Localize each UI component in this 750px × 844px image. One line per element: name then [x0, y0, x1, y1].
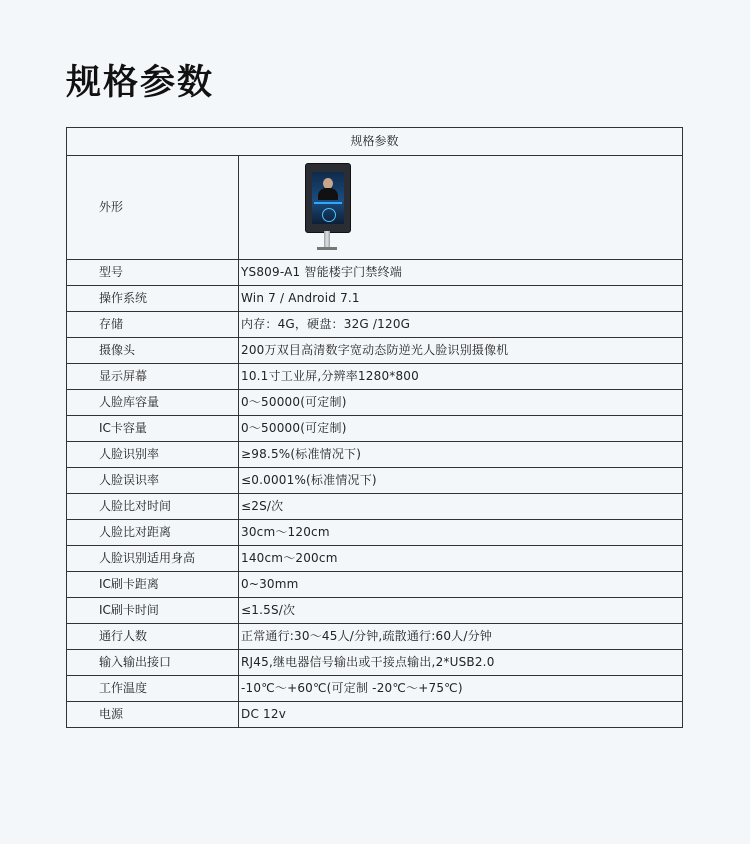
table-row [67, 416, 683, 442]
spec-value: 30cm～120cm [239, 520, 683, 546]
spec-label: 工作温度 [67, 676, 239, 702]
person-body [318, 188, 338, 200]
spec-label: 人脸识别率 [67, 442, 239, 468]
spec-label: 人脸误识率 [67, 468, 239, 494]
spec-label: 人脸比对时间 [67, 494, 239, 520]
spec-value: Win 7 / Android 7.1 [239, 286, 683, 312]
spec-label: IC刷卡时间 [67, 598, 239, 624]
table-caption-row [67, 128, 683, 156]
spec-value: DC 12v [239, 702, 683, 728]
table-row [67, 650, 683, 676]
table-row [67, 494, 683, 520]
spec-value: ≥98.5%(标准情况下) [239, 442, 683, 468]
spec-value: ≤0.0001%(标准情况下) [239, 468, 683, 494]
spec-value: ≤2S/次 [239, 494, 683, 520]
spec-label: 人脸识别适用身高 [67, 546, 239, 572]
table-row [67, 390, 683, 416]
spec-label: 型号 [67, 260, 239, 286]
spec-label: 显示屏幕 [67, 364, 239, 390]
spec-value: 内存：4G，硬盘：32G /120G [239, 312, 683, 338]
table-row [67, 624, 683, 650]
spec-value: -10℃～+60℃(可定制 -20℃～+75℃) [239, 676, 683, 702]
table-row [67, 442, 683, 468]
spec-label: 操作系统 [67, 286, 239, 312]
spec-label: 电源 [67, 702, 239, 728]
device-screen [312, 172, 344, 224]
spec-table [66, 127, 683, 728]
person-head [323, 178, 333, 189]
device-base [317, 247, 337, 250]
table-row [67, 676, 683, 702]
spec-value: 200万双目高清数字宽动态防逆光人脸识别摄像机 [239, 338, 683, 364]
table-row [67, 338, 683, 364]
table-row [67, 702, 683, 728]
page-title: 规格参数 [66, 63, 215, 103]
table-row [67, 260, 683, 286]
spec-value: 0～50000(可定制) [239, 390, 683, 416]
spec-label: 通行人数 [67, 624, 239, 650]
spec-label: 摄像头 [67, 338, 239, 364]
spec-rows [67, 260, 683, 728]
spec-label: IC卡容量 [67, 416, 239, 442]
spec-value: YS809-A1 智能楼宇门禁终端 [239, 260, 683, 286]
table-row [67, 364, 683, 390]
spec-value: ≤1.5S/次 [239, 598, 683, 624]
spec-label: 存储 [67, 312, 239, 338]
table-row [67, 546, 683, 572]
spec-value: 正常通行:30～45人/分钟,疏散通行:60人/分钟 [239, 624, 683, 650]
table-caption: 规格参数 [67, 128, 683, 156]
spec-label: IC刷卡距离 [67, 572, 239, 598]
spec-value: 140cm～200cm [239, 546, 683, 572]
spec-value: RJ45,继电器信号输出或干接点输出,2*USB2.0 [239, 650, 683, 676]
table-row [67, 312, 683, 338]
table-row [67, 286, 683, 312]
appearance-image-cell [239, 156, 683, 260]
spec-value: 0~30mm [239, 572, 683, 598]
spec-label: 人脸比对距离 [67, 520, 239, 546]
table-row [67, 520, 683, 546]
spec-value: 10.1寸工业屏,分辨率1280*800 [239, 364, 683, 390]
spec-value: 0～50000(可定制) [239, 416, 683, 442]
table-row [67, 572, 683, 598]
appearance-label: 外形 [67, 156, 239, 260]
table-row [67, 468, 683, 494]
screen-ring-icon [322, 208, 336, 222]
table-row [67, 598, 683, 624]
device-image [305, 163, 365, 253]
device-terminal [305, 163, 351, 233]
spec-label: 输入输出接口 [67, 650, 239, 676]
table-row-appearance [67, 156, 683, 260]
screen-bar [314, 202, 342, 204]
spec-label: 人脸库容量 [67, 390, 239, 416]
